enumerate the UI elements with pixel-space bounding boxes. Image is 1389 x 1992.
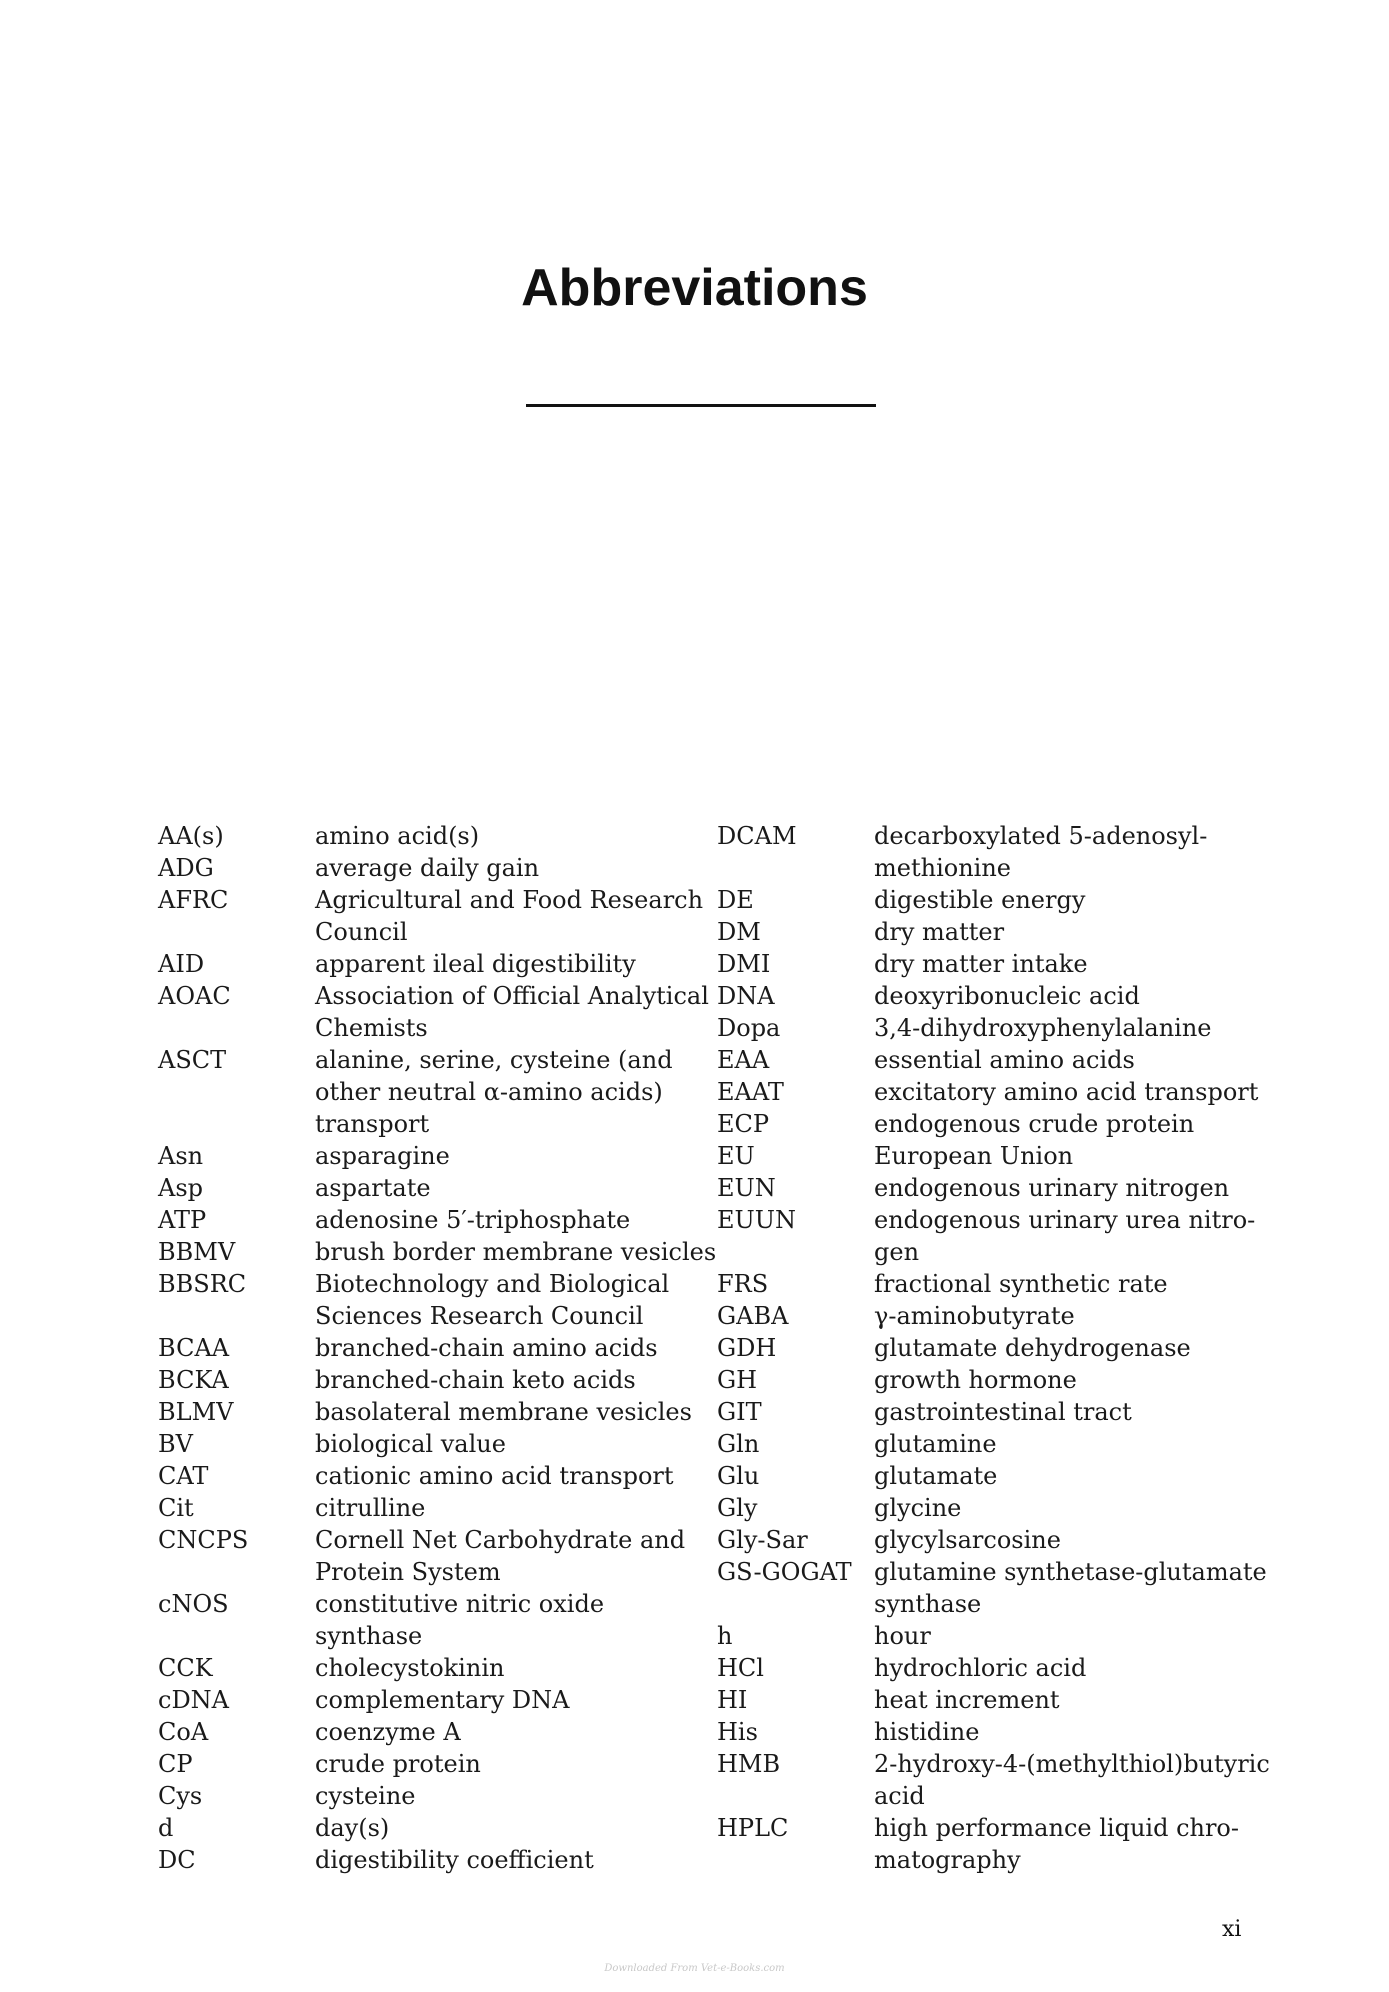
- abbreviation-definition: [874, 884, 1274, 916]
- definition-line: Chemists: [315, 1014, 428, 1042]
- definition-line: synthase: [874, 1590, 982, 1618]
- definition-line: γ-aminobutyrate: [874, 1302, 1075, 1330]
- abbreviation-definition: [315, 1716, 715, 1748]
- abbreviation-term: CoA: [158, 1718, 209, 1746]
- definition-line: adenosine 5′-triphosphate: [315, 1206, 631, 1234]
- definition-line: histidine: [874, 1718, 980, 1746]
- definition-line: synthase: [315, 1622, 423, 1650]
- abbreviation-term: Gly-Sar: [717, 1526, 808, 1554]
- abbreviation-entry: [717, 1076, 1274, 1108]
- abbreviation-term: BBMV: [158, 1238, 236, 1266]
- abbreviation-term: EAAT: [717, 1078, 784, 1106]
- abbreviation-definition: [315, 1524, 715, 1588]
- abbreviation-term: GDH: [717, 1334, 777, 1362]
- abbreviation-entry: [717, 1012, 1274, 1044]
- abbreviation-definition: [315, 884, 715, 948]
- abbreviation-term: GIT: [717, 1398, 762, 1426]
- abbreviation-entry: [717, 1524, 1274, 1556]
- definition-line: endogenous crude protein: [874, 1110, 1195, 1138]
- definition-line: complementary DNA: [315, 1686, 570, 1714]
- definition-line: dry matter intake: [874, 950, 1088, 978]
- definition-line: brush border membrane vesicles: [315, 1238, 717, 1266]
- abbreviation-entry: [717, 1396, 1274, 1428]
- definition-line: asparagine: [315, 1142, 450, 1170]
- abbreviation-entry: [158, 1204, 715, 1236]
- abbreviation-entry: [717, 916, 1274, 948]
- abbreviation-term: BCAA: [158, 1334, 230, 1362]
- abbreviation-entry: [717, 1268, 1274, 1300]
- definition-line: cationic amino acid transport: [315, 1462, 674, 1490]
- abbreviation-term: Cit: [158, 1494, 194, 1522]
- abbreviation-definition: [874, 1140, 1274, 1172]
- abbreviation-definition: [315, 1332, 715, 1364]
- abbreviation-entry: [717, 884, 1274, 916]
- abbreviation-term: AOAC: [158, 982, 231, 1010]
- abbreviation-term: HI: [717, 1686, 748, 1714]
- abbreviation-term: EUN: [717, 1174, 776, 1202]
- abbreviation-definition: [874, 1300, 1274, 1332]
- abbreviation-entry: [158, 1492, 715, 1524]
- abbreviation-term: EAA: [717, 1046, 770, 1074]
- abbreviation-term: BLMV: [158, 1398, 234, 1426]
- page-title: Abbreviations: [521, 259, 868, 317]
- abbreviation-definition: [874, 1716, 1274, 1748]
- abbreviation-entry: [717, 1172, 1274, 1204]
- definition-line: cholecystokinin: [315, 1654, 505, 1682]
- abbreviation-term: EUUN: [717, 1206, 796, 1234]
- abbreviation-definition: [874, 1076, 1274, 1108]
- abbreviation-entry: [158, 1332, 715, 1364]
- abbreviation-definition: [315, 1844, 715, 1876]
- abbreviation-term: Dopa: [717, 1014, 781, 1042]
- abbreviation-definition: [315, 1396, 715, 1428]
- definition-line: glycine: [874, 1494, 962, 1522]
- abbreviation-term: CCK: [158, 1654, 213, 1682]
- definition-line: excitatory amino acid transport: [874, 1078, 1259, 1106]
- abbreviation-entry: [717, 1492, 1274, 1524]
- abbreviation-entry: [717, 1716, 1274, 1748]
- definition-line: gen: [874, 1238, 920, 1266]
- definition-line: aspartate: [315, 1174, 431, 1202]
- abbreviation-term: His: [717, 1718, 758, 1746]
- abbreviation-definition: [315, 1236, 715, 1268]
- abbreviation-definition: [315, 1268, 715, 1332]
- abbreviation-entry: [158, 1428, 715, 1460]
- definition-line: European Union: [874, 1142, 1074, 1170]
- abbreviation-definition: [315, 1780, 715, 1812]
- abbreviation-term: FRS: [717, 1270, 769, 1298]
- abbreviation-definition: [315, 1588, 715, 1652]
- abbreviation-definition: [874, 1684, 1274, 1716]
- abbreviation-definition: [874, 1332, 1274, 1364]
- definition-line: branched-chain amino acids: [315, 1334, 658, 1362]
- abbreviation-term: Glu: [717, 1462, 760, 1490]
- abbreviation-entry: [717, 1204, 1274, 1268]
- abbreviation-entry: [717, 1620, 1274, 1652]
- watermark: Downloaded From Vet-e-Books.com: [604, 1963, 785, 1974]
- definition-line: amino acid(s): [315, 822, 480, 850]
- abbreviation-definition: [315, 1364, 715, 1396]
- abbreviation-definition: [315, 820, 715, 852]
- definition-line: biological value: [315, 1430, 506, 1458]
- definition-line: dry matter: [874, 918, 1005, 946]
- abbreviation-entry: [717, 948, 1274, 980]
- abbreviation-term: ADG: [158, 854, 214, 882]
- abbreviation-definition: [315, 1044, 715, 1140]
- abbreviation-definition: [874, 1268, 1274, 1300]
- definition-line: Cornell Net Carbohydrate and: [315, 1526, 686, 1554]
- definition-line: deoxyribonucleic acid: [874, 982, 1140, 1010]
- abbreviation-definition: [315, 1172, 715, 1204]
- abbreviation-entry: [158, 1268, 715, 1332]
- abbreviation-definition: [874, 820, 1274, 884]
- definition-line: average daily gain: [315, 854, 540, 882]
- abbreviation-definition: [874, 1492, 1274, 1524]
- abbreviation-entry: [158, 1172, 715, 1204]
- definition-line: glutamine synthetase-glutamate: [874, 1558, 1267, 1586]
- abbreviation-term: cDNA: [158, 1686, 230, 1714]
- abbreviation-definition: [874, 1556, 1274, 1620]
- abbreviation-definition: [315, 1652, 715, 1684]
- definition-line: glutamate dehydrogenase: [874, 1334, 1191, 1362]
- abbreviation-entry: [158, 1396, 715, 1428]
- abbreviation-entry: [158, 1812, 715, 1844]
- abbreviations-left-column: [158, 820, 715, 1876]
- abbreviation-term: DC: [158, 1846, 196, 1874]
- definition-line: endogenous urinary nitrogen: [874, 1174, 1230, 1202]
- abbreviation-entry: [158, 1588, 715, 1652]
- abbreviation-term: DCAM: [717, 822, 797, 850]
- abbreviation-entry: [717, 1652, 1274, 1684]
- abbreviation-term: HPLC: [717, 1814, 789, 1842]
- definition-line: branched-chain keto acids: [315, 1366, 636, 1394]
- definition-line: 2-hydroxy-4-(methylthiol)butyric: [874, 1750, 1270, 1778]
- abbreviation-definition: [874, 1204, 1274, 1268]
- abbreviation-entry: [158, 1460, 715, 1492]
- definition-line: Association of Official Analytical: [315, 982, 709, 1010]
- definition-line: Sciences Research Council: [315, 1302, 644, 1330]
- abbreviation-term: CNCPS: [158, 1526, 249, 1554]
- abbreviation-entry: [717, 1684, 1274, 1716]
- abbreviation-entry: [717, 1332, 1274, 1364]
- page-number: xi: [1222, 1917, 1242, 1942]
- abbreviation-entry: [158, 1524, 715, 1588]
- abbreviation-definition: [315, 1748, 715, 1780]
- abbreviation-entry: [158, 948, 715, 980]
- abbreviation-entry: [158, 1140, 715, 1172]
- definition-line: Protein System: [315, 1558, 501, 1586]
- abbreviation-definition: [874, 1620, 1274, 1652]
- abbreviation-entry: [717, 1428, 1274, 1460]
- abbreviation-term: ATP: [158, 1206, 207, 1234]
- abbreviation-entry: [717, 1812, 1274, 1876]
- abbreviation-entry: [717, 980, 1274, 1012]
- abbreviation-definition: [315, 948, 715, 980]
- abbreviation-definition: [874, 1748, 1274, 1812]
- abbreviation-term: GH: [717, 1366, 758, 1394]
- abbreviation-term: ECP: [717, 1110, 770, 1138]
- definition-line: crude protein: [315, 1750, 481, 1778]
- abbreviation-definition: [315, 1492, 715, 1524]
- abbreviation-definition: [874, 1524, 1274, 1556]
- definition-line: digestibility coefficient: [315, 1846, 594, 1874]
- abbreviation-entry: [717, 1364, 1274, 1396]
- abbreviation-entry: [717, 820, 1274, 884]
- definition-line: fractional synthetic rate: [874, 1270, 1168, 1298]
- abbreviation-entry: [158, 1844, 715, 1876]
- abbreviation-definition: [874, 1396, 1274, 1428]
- abbreviation-entry: [158, 852, 715, 884]
- definition-line: heat increment: [874, 1686, 1060, 1714]
- abbreviation-term: CP: [158, 1750, 193, 1778]
- abbreviation-term: DM: [717, 918, 761, 946]
- abbreviation-definition: [315, 980, 715, 1044]
- abbreviation-term: BV: [158, 1430, 193, 1458]
- abbreviations-right-column: [717, 820, 1274, 1876]
- abbreviation-entry: [158, 884, 715, 948]
- definition-line: high performance liquid chro-: [874, 1814, 1239, 1842]
- definition-line: other neutral α-amino acids): [315, 1078, 663, 1106]
- abbreviation-term: Gln: [717, 1430, 760, 1458]
- definition-line: 3,4-dihydroxyphenylalanine: [874, 1014, 1212, 1042]
- abbreviation-entry: [717, 1044, 1274, 1076]
- abbreviation-term: AID: [158, 950, 205, 978]
- abbreviation-definition: [874, 1428, 1274, 1460]
- abbreviation-definition: [315, 1460, 715, 1492]
- abbreviation-definition: [874, 1172, 1274, 1204]
- abbreviation-term: GABA: [717, 1302, 789, 1330]
- definition-line: constitutive nitric oxide: [315, 1590, 605, 1618]
- abbreviation-term: DE: [717, 886, 754, 914]
- definition-line: essential amino acids: [874, 1046, 1135, 1074]
- abbreviation-definition: [874, 1364, 1274, 1396]
- abbreviation-entry: [717, 1556, 1274, 1620]
- abbreviation-entry: [717, 1300, 1274, 1332]
- definition-line: growth hormone: [874, 1366, 1077, 1394]
- abbreviation-term: EU: [717, 1142, 755, 1170]
- definition-line: hydrochloric acid: [874, 1654, 1087, 1682]
- abbreviation-definition: [874, 1812, 1274, 1876]
- abbreviation-definition: [315, 1428, 715, 1460]
- abbreviation-entry: [158, 1780, 715, 1812]
- abbreviation-definition: [315, 1204, 715, 1236]
- abbreviation-definition: [315, 1684, 715, 1716]
- abbreviation-definition: [874, 1044, 1274, 1076]
- abbreviation-term: d: [158, 1814, 174, 1842]
- abbreviation-term: DNA: [717, 982, 775, 1010]
- abbreviation-entry: [158, 1748, 715, 1780]
- abbreviation-term: AFRC: [158, 886, 229, 914]
- abbreviation-term: cNOS: [158, 1590, 229, 1618]
- definition-line: gastrointestinal tract: [874, 1398, 1132, 1426]
- abbreviation-entry: [158, 1364, 715, 1396]
- definition-line: day(s): [315, 1814, 390, 1842]
- definition-line: apparent ileal digestibility: [315, 950, 636, 978]
- definition-line: decarboxylated 5-adenosyl-: [874, 822, 1208, 850]
- definition-line: digestible energy: [874, 886, 1086, 914]
- definition-line: acid: [874, 1782, 925, 1810]
- abbreviation-term: ASCT: [158, 1046, 227, 1074]
- definition-line: Agricultural and Food Research: [315, 886, 704, 914]
- abbreviation-entry: [158, 980, 715, 1044]
- abbreviation-entry: [158, 1652, 715, 1684]
- abbreviation-entry: [158, 1044, 715, 1140]
- definition-line: transport: [315, 1110, 430, 1138]
- abbreviation-term: BBSRC: [158, 1270, 247, 1298]
- abbreviation-term: HMB: [717, 1750, 781, 1778]
- abbreviation-entry: [717, 1108, 1274, 1140]
- abbreviation-term: BCKA: [158, 1366, 229, 1394]
- abbreviation-term: h: [717, 1622, 733, 1650]
- definition-line: endogenous urinary urea nitro-: [874, 1206, 1256, 1234]
- abbreviation-entry: [717, 1140, 1274, 1172]
- abbreviation-term: AA(s): [158, 822, 224, 850]
- abbreviation-entry: [717, 1460, 1274, 1492]
- definition-line: matography: [874, 1846, 1021, 1874]
- abbreviation-term: Asn: [158, 1142, 204, 1170]
- abbreviation-term: Gly: [717, 1494, 758, 1522]
- abbreviation-definition: [874, 1652, 1274, 1684]
- definition-line: alanine, serine, cysteine (and: [315, 1046, 673, 1074]
- abbreviation-definition: [874, 1012, 1274, 1044]
- abbreviation-definition: [874, 1108, 1274, 1140]
- abbreviation-definition: [315, 1812, 715, 1844]
- definition-line: cysteine: [315, 1782, 416, 1810]
- abbreviation-entry: [158, 1236, 715, 1268]
- abbreviation-term: GS-GOGAT: [717, 1558, 852, 1586]
- abbreviation-definition: [874, 948, 1274, 980]
- abbreviation-definition: [874, 1460, 1274, 1492]
- title-rule: [526, 404, 876, 407]
- abbreviation-term: DMI: [717, 950, 771, 978]
- abbreviation-term: HCl: [717, 1654, 764, 1682]
- abbreviation-term: Cys: [158, 1782, 203, 1810]
- abbreviation-definition: [315, 852, 715, 884]
- abbreviation-entry: [158, 1684, 715, 1716]
- abbreviation-entry: [717, 1748, 1274, 1812]
- definition-line: methionine: [874, 854, 1011, 882]
- definition-line: basolateral membrane vesicles: [315, 1398, 692, 1426]
- definition-line: coenzyme A: [315, 1718, 461, 1746]
- abbreviation-term: CAT: [158, 1462, 209, 1490]
- definition-line: Council: [315, 918, 408, 946]
- definition-line: citrulline: [315, 1494, 426, 1522]
- abbreviation-entry: [158, 820, 715, 852]
- definition-line: glutamine: [874, 1430, 997, 1458]
- definition-line: Biotechnology and Biological: [315, 1270, 670, 1298]
- definition-line: glutamate: [874, 1462, 998, 1490]
- abbreviation-definition: [315, 1140, 715, 1172]
- abbreviation-definition: [874, 916, 1274, 948]
- abbreviation-entry: [158, 1716, 715, 1748]
- abbreviation-definition: [874, 980, 1274, 1012]
- abbreviation-term: Asp: [158, 1174, 204, 1202]
- definition-line: glycylsarcosine: [874, 1526, 1061, 1554]
- definition-line: hour: [874, 1622, 931, 1650]
